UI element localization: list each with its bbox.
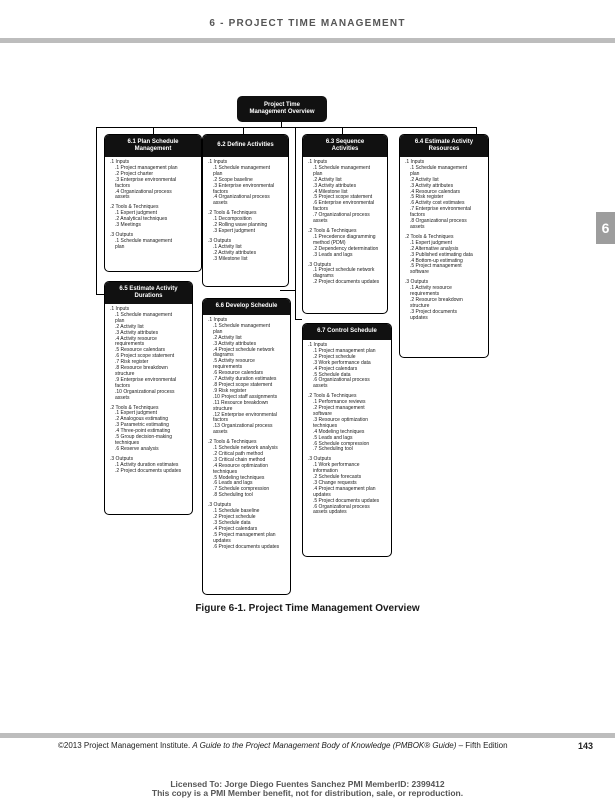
license-line-2: This copy is a PMI Member benefit, not for distribution, sale, or reproduction.	[151, 788, 464, 798]
list-item: .8 Scheduling tool	[213, 492, 253, 499]
list-item: .7 Activity duration estimates	[213, 376, 277, 383]
list-item: .2 Project schedule	[313, 353, 356, 360]
list-item: .2 Scope baseline	[213, 176, 253, 183]
header-rule	[0, 38, 615, 43]
tools-heading: .2 Tools & Techniques	[208, 439, 257, 446]
list-item: .2 Activity list	[313, 176, 342, 183]
process-box-6-5	[104, 281, 193, 515]
list-item: .6 Project documents updates	[213, 543, 280, 550]
list-item: .13 Organizational process assets	[213, 423, 273, 436]
list-item: .1 Project management plan	[115, 164, 178, 171]
list-item: .3 Resource optimization techniques	[313, 416, 369, 429]
list-item: .5 Project management plan updates	[213, 531, 276, 544]
list-item: .3 Activity attributes	[115, 329, 159, 336]
process-title: 6.5 Estimate Activity Durations	[105, 282, 192, 304]
outputs-heading: .3 Outputs	[110, 455, 134, 462]
list-item: .6 Organizational process assets	[313, 377, 370, 390]
outputs-heading: .3 Outputs	[405, 279, 429, 286]
list-item: .1 Schedule management plan	[213, 322, 270, 335]
tools-heading: .2 Tools & Techniques	[110, 404, 159, 411]
process-box-6-3	[302, 134, 388, 314]
list-item: .1 Schedule baseline	[213, 508, 260, 515]
list-item: .7 Enterprise environmental factors	[410, 206, 472, 219]
list-item: .1 Expert judgment	[115, 210, 157, 217]
list-item: .1 Decomposition	[213, 216, 252, 223]
list-item: .5 Group decision-making techniques	[115, 434, 172, 446]
process-box-6-2	[202, 134, 289, 287]
list-item: .3 Work performance data	[313, 359, 371, 366]
list-item: .7 Scheduling tool	[313, 446, 353, 453]
list-item: .1 Project management plan	[313, 347, 376, 354]
list-item: .1 Schedule management plan	[115, 311, 172, 324]
list-item: .4 Project management plan updates	[313, 485, 376, 498]
list-item: .4 Organizational process assets	[213, 194, 270, 207]
list-item: .3 Schedule data	[213, 519, 251, 526]
list-item: .7 Organizational process assets	[313, 212, 370, 225]
list-item: .8 Project scope statement	[213, 381, 273, 388]
list-item: .12 Enterprise environmental factors	[213, 411, 277, 424]
list-item: .5 Project management software	[410, 263, 462, 276]
overview-box: Project Time Management Overview	[237, 96, 327, 122]
inputs-heading: .1 Inputs	[405, 159, 425, 165]
list-item: .2 Rolling wave planning	[213, 222, 268, 229]
list-item: .3 Activity attributes	[410, 182, 454, 189]
inputs-heading: .1 Inputs	[110, 306, 130, 312]
list-item: .7 Schedule compression	[213, 486, 270, 493]
list-item: .2 Project management software	[313, 405, 365, 417]
list-item: .4 Project calendars	[213, 525, 258, 532]
outputs-heading: .3 Outputs	[308, 456, 332, 463]
list-item: .2 Activity attributes	[213, 249, 257, 256]
list-item: .6 Organizational process assets updates	[313, 503, 370, 516]
list-item: .3 Activity attributes	[313, 182, 357, 189]
list-item: .3 Activity attributes	[213, 340, 257, 347]
list-item: .1 Schedule network analysis	[213, 445, 278, 452]
page-number: 143	[578, 741, 594, 751]
figure-caption: Figure 6-1. Project Time Management Overview	[195, 603, 420, 614]
process-title: 6.6 Develop Schedule	[203, 299, 290, 315]
list-item: .3 Enterprise environmental factors	[213, 182, 275, 195]
process-box-6-6	[202, 298, 291, 595]
license-line-1: Licensed To: Jorge Diego Fuentes Sanchez PMI MemberID: 2399412	[170, 779, 445, 789]
list-item: .3 Expert judgment	[213, 227, 255, 234]
list-item: .2 Activity list	[410, 176, 439, 183]
process-title: 6.7 Control Schedule	[303, 324, 391, 340]
list-item: .9 Enterprise environmental factors	[115, 376, 177, 389]
list-item: .6 Reserve analysis	[115, 445, 159, 452]
list-item: .2 Analytical techniques	[115, 216, 168, 223]
outputs-heading: .3 Outputs	[208, 502, 232, 509]
process-title: 6.1 Plan Schedule Management	[105, 135, 201, 157]
list-item: .8 Resource breakdown structure	[115, 365, 168, 377]
list-item: .3 Published estimating data	[410, 251, 473, 258]
list-item: .2 Schedule forecasts	[313, 474, 362, 481]
list-item: .4 Bottom-up estimating	[410, 257, 463, 264]
inputs-heading: .1 Inputs	[208, 159, 228, 165]
connector-left-trunk	[96, 127, 97, 295]
process-box-6-1	[104, 134, 202, 272]
connector-mid-trunk	[295, 127, 296, 320]
list-item: .4 Resource calendars	[410, 188, 461, 195]
list-item: .3 Meetings	[115, 222, 141, 229]
inputs-heading: .1 Inputs	[308, 159, 328, 165]
list-item: .5 Risk register	[410, 194, 444, 201]
connector-to-6-7	[295, 319, 302, 320]
list-item: .1 Precedence diagramming method (PDM)	[313, 233, 376, 246]
list-item: .4 Resource optimization techniques	[213, 462, 269, 475]
list-item: .4 Three-point estimating	[115, 428, 171, 435]
connector-to-6-6	[280, 290, 296, 291]
inputs-heading: .1 Inputs	[208, 317, 228, 323]
list-item: .5 Schedule data	[313, 371, 351, 378]
list-item: .10 Project staff assignments	[213, 393, 278, 400]
outputs-heading: .3 Outputs	[208, 237, 232, 244]
process-box-6-4	[399, 134, 489, 358]
list-item: .5 Activity resource requirements	[213, 358, 255, 371]
connector-to-6-5	[96, 294, 104, 295]
list-item: .9 Risk register	[213, 387, 247, 394]
list-item: .2 Dependency determination	[313, 245, 379, 252]
list-item: .1 Schedule management plan	[213, 164, 270, 177]
list-item: .2 Activity list	[213, 334, 242, 341]
list-item: .6 Project scope statement	[115, 353, 175, 360]
list-item: .3 Project documents updates	[410, 308, 457, 321]
list-item: .4 Organizational process assets	[115, 188, 172, 201]
list-item: .1 Schedule management plan	[313, 164, 370, 177]
list-item: .1 Work performance information	[313, 462, 360, 475]
tools-heading: .2 Tools & Techniques	[208, 210, 257, 217]
chapter-tab: 6	[596, 212, 615, 244]
list-item: .6 Activity cost estimates	[410, 200, 465, 207]
list-item: .4 Project schedule network diagrams	[213, 346, 275, 359]
list-item: .2 Project charter	[115, 170, 154, 177]
footer-rule	[0, 733, 615, 738]
list-item: .3 Leads and lags	[313, 251, 353, 258]
list-item: .10 Organizational process assets	[115, 388, 175, 401]
list-item: .6 Leads and lags	[213, 480, 253, 487]
list-item: .2 Alternative analysis	[410, 245, 459, 252]
inputs-heading: .1 Inputs	[308, 342, 328, 348]
inputs-heading: .1 Inputs	[110, 159, 130, 165]
list-item: .7 Risk register	[115, 359, 149, 366]
list-item: .2 Activity list	[115, 323, 144, 330]
list-item: .4 Modeling techniques	[313, 428, 365, 435]
process-title: 6.2 Define Activities	[203, 135, 288, 157]
page-header	[0, 0, 615, 40]
list-item: .1 Activity resource requirements	[410, 285, 452, 298]
chapter-title: 6 - PROJECT TIME MANAGEMENT	[209, 18, 406, 29]
list-item: .1 Activity duration estimates	[115, 461, 179, 468]
list-item: .1 Schedule management plan	[115, 237, 172, 250]
outputs-heading: .3 Outputs	[110, 231, 134, 238]
list-item: .3 Enterprise environmental factors	[115, 176, 177, 189]
process-title: 6.3 Sequence Activities	[303, 135, 387, 157]
list-item: .2 Resource breakdown structure	[410, 296, 463, 309]
list-item: .1 Activity list	[213, 243, 242, 250]
list-item: .3 Milestone list	[213, 255, 248, 262]
list-item: .6 Resource calendars	[213, 370, 264, 377]
list-item: .11 Resource breakdown structure	[213, 399, 269, 412]
list-item: .2 Project documents updates	[313, 279, 380, 286]
list-item: .4 Activity resource requirements	[115, 335, 157, 348]
footer-copyright: ©2013 Project Management Institute. A Guide to the Project Management Body of Knowledge (PMBOK® Guide) – Fifth Edition	[58, 741, 508, 750]
list-item: .6 Enterprise environmental factors	[313, 200, 375, 213]
list-item: .1 Expert judgment	[115, 410, 157, 417]
process-title: 6.4 Estimate Activity Resources	[400, 135, 488, 157]
list-item: .1 Schedule management plan	[410, 164, 467, 177]
list-item: .1 Expert judgment	[410, 239, 452, 246]
list-item: .5 Project documents updates	[313, 497, 380, 504]
list-item: .5 Modeling techniques	[213, 474, 265, 481]
list-item: .5 Project scope statement	[313, 194, 373, 201]
list-item: .3 Critical chain method	[213, 456, 266, 463]
tools-heading: .2 Tools & Techniques	[308, 393, 357, 400]
list-item: .2 Analogous estimating	[115, 416, 169, 423]
tools-heading: .2 Tools & Techniques	[308, 227, 357, 234]
list-item: .1 Performance reviews	[313, 399, 366, 406]
list-item: .5 Leads and lags	[313, 434, 353, 441]
list-item: .1 Project schedule network diagrams	[313, 267, 375, 280]
list-item: .2 Project documents updates	[115, 467, 182, 474]
list-item: .2 Critical path method	[213, 450, 264, 457]
list-item: .4 Milestone list	[313, 188, 348, 195]
list-item: .2 Project schedule	[213, 514, 256, 520]
list-item: .8 Organizational process assets	[410, 218, 467, 230]
list-item: .4 Project calendars	[313, 365, 358, 372]
list-item: .5 Resource calendars	[115, 347, 166, 354]
list-item: .6 Schedule compression	[313, 440, 370, 447]
tools-heading: .2 Tools & Techniques	[405, 233, 454, 240]
process-box-6-7	[302, 323, 392, 557]
list-item: .3 Change requests	[313, 479, 357, 486]
outputs-heading: .3 Outputs	[308, 261, 332, 268]
tools-heading: .2 Tools & Techniques	[110, 204, 159, 211]
list-item: .3 Parametric estimating	[115, 422, 169, 429]
